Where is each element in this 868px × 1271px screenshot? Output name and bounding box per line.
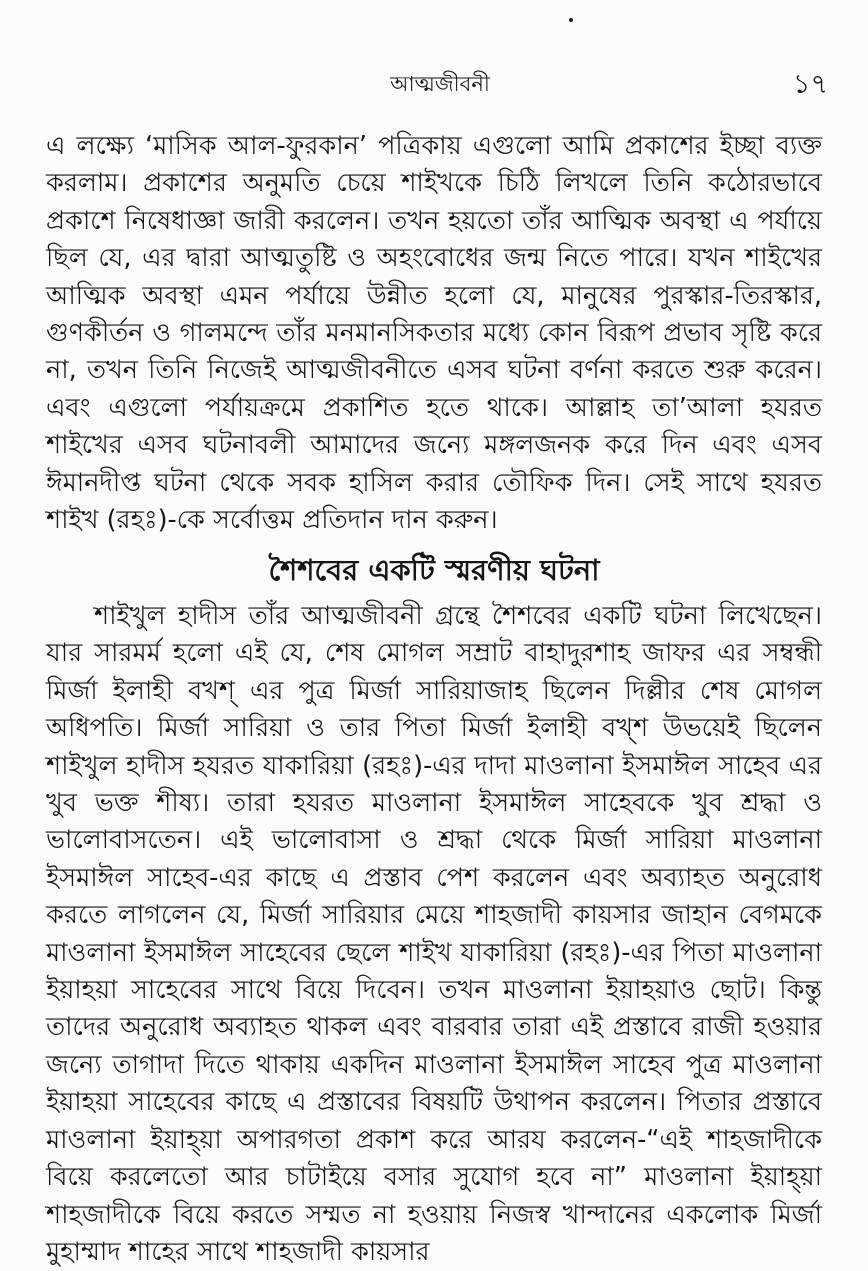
ink-speck: [569, 18, 573, 22]
paragraph-intro: এ লক্ষ্যে ‘মাসিক আল-ফুরকান’ পত্রিকায় এগুলো আমি প্রকাশের ইচ্ছা ব্যক্ত করলাম। প্রকাশের অনুমতি চেয়ে শাইখকে চিঠি লিখলে তিনি কঠোরভাবে প্রকাশে নিষেধাজ্ঞা জারী করলেন। তখন হয়তো তাঁর আত্মিক অবস্থা এ পর্যায়ে ছিল যে, এর দ্বারা আত্মতুষ্টি ও অহংবোধের জন্ম নিতে পারে। যখন শাইখের আত্মিক অবস্থা এমন পর্যায়ে উন্নীত হলো যে, মানুষের পুরস্কার-তিরস্কার, গুণকীর্তন ও গালমন্দে তাঁর মনমানসিকতার মধ্যে কোন বিরূপ প্রভাব সৃষ্টি করে না, তখন তিনি নিজেই আত্মজীবনীতে এসব ঘটনা বর্ণনা করতে শুরু করেন। এবং এগুলো পর্যায়ক্রমে প্রকাশিত হতে থাকে। আল্লাহ তা’আলা হযরত শাইখের এসব ঘটনাবলী আমাদের জন্যে মঙ্গলজনক করে দিন এবং এসব ঈমানদীপ্ত ঘটনা থেকে সবক হাসিল করার তৌফিক দিন। সেই সাথে হযরত শাইখ (রহঃ)-কে সর্বোত্তম প্রতিদান দান করুন।: [46, 131, 822, 536]
running-header: [0, 64, 868, 100]
section-heading: শৈশবের একটি স্মরণীয় ঘটনা: [268, 553, 600, 587]
running-title: আত্মজীবনী: [390, 72, 490, 96]
page-number: ১৭: [792, 69, 828, 100]
paragraph-childhood-story: শাইখুল হাদীস তাঁর আত্মজীবনী গ্রন্থে শৈশবের একটি ঘটনা লিখেছেন। যার সারমর্ম হলো এই যে, শেষ মোগল সম্রাট বাহাদুরশাহ জাফর এর সম্বন্ধী মির্জা ইলাহী বখশ্‌ এর পুত্র মির্জা সারিয়াজাহ ছিলেন দিল্লীর শেষ মোগল অধিপতি। মির্জা সারিয়া ও তার পিতা মির্জা ইলাহী বখ্‌শ উভয়েই ছিলেন শাইখুল হাদীস হযরত যাকারিয়া (রহঃ)-এর দাদা মাওলানা ইসমাঈল সাহেব এর খুব ভক্ত শীষ্য। তারা হযরত মাওলানা ইসমাঈল সাহেবকে খুব শ্রদ্ধা ও ভালোবাসতেন। এই ভালোবাসা ও শ্রদ্ধা থেকে মির্জা সারিয়া মাওলানা ইসমাঈল সাহেব-এর কাছে এ প্রস্তাব পেশ করলেন এবং অব্যাহত অনুরোধ করতে লাগলেন যে, মির্জা সারিয়ার মেয়ে শাহজাদী কায়সার জাহান বেগমকে মাওলানা ইসমাঈল সাহেবের ছেলে শাইখ যাকারিয়া (রহঃ)-এর পিতা মাওলানা ইয়াহয়া সাহেবের সাথে বিয়ে দিবেন। তখন মাওলানা ইয়াহয়াও ছোট। কিন্তু তাদের অনুরোধ অব্যাহত থাকল এবং বারবার তারা এই প্রস্তাবে রাজী হওয়ার জন্যে তাগাদা দিতে থাকায় একদিন মাওলানা ইসমাঈল সাহেব পুত্র মাওলানা ইয়াহয়া সাহেবের কাছে এ প্রস্তাবের বিষয়টি উথাপন করলেন। পিতার প্রস্তাবে মাওলানা ইয়াহ্য়া অপারগতা প্রকাশ করে আরয করলেন-“এই শাহজাদীকে বিয়ে করলেতো আর চাটাইয়ে বসার সুযোগ হবে না” মাওলানা ইয়াহ্য়া শাহজাদীকে বিয়ে করতে সম্মত না হওয়ায় নিজস্ব খান্দানের একলোক মির্জা মুহাম্মাদ শাহের সাথে শাহজাদী কায়সার: [46, 601, 822, 1267]
